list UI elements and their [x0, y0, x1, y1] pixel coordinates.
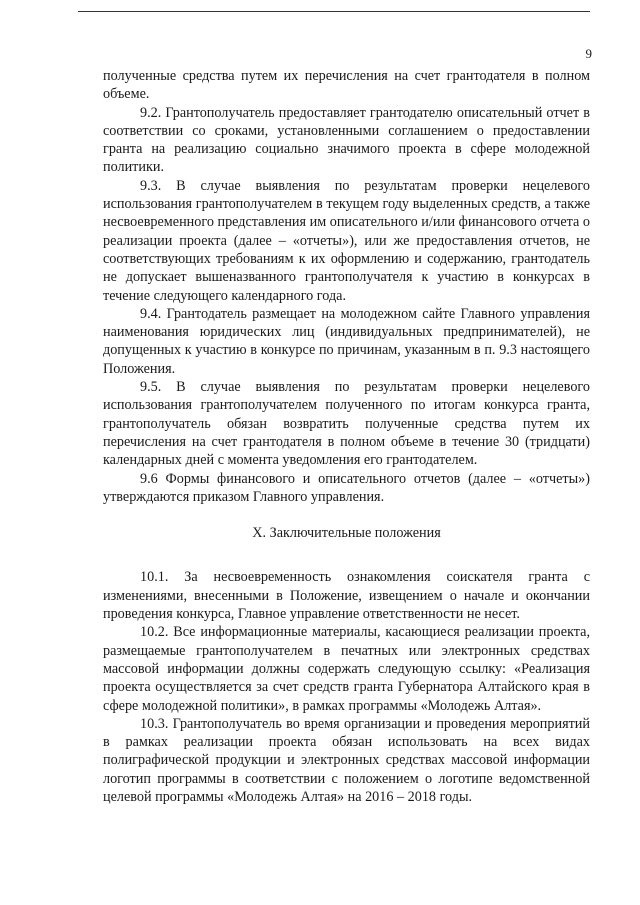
paragraph-10-2: 10.2. Все информационные материалы, касающиеся реализации проекта, размещаемые грантополучателем в печатных или электронных средствах массовой информации должны содержать следующую ссылку: «Реализация проекта осуществляется за счет средств гранта Губернатора Алтайского края в сфере молодежной политики», в рамках программы «Молодежь Алтая».	[103, 624, 590, 714]
top-border-rule	[78, 11, 590, 12]
paragraph-9-6: 9.6 Формы финансового и описательного отчетов (далее – «отчеты») утверждаются приказом Главного управления.	[103, 470, 590, 505]
paragraph-continuation: полученные средства путем их перечисления на счет грантодателя в полном объеме.	[103, 68, 590, 103]
paragraph-10-3: 10.3. Грантополучатель во время организации и проведения мероприятий в рамках реализации проекта обязан использовать на всех видах полиграфической продукции и электронных средствах массовой информации логотип программы в соответствии с положением о логотипе ведомственной целевой программы «Молодежь Алтая» на 2016 – 2018 годы.	[103, 715, 590, 805]
paragraph-9-5: 9.5. В случае выявления по результатам проверки нецелевого использования грантополучателем полученного по итогам конкурса гранта, грантополучатель обязан возвратить полученные средства путем их перечисления на счет грантодателя в полном объеме в течение 30 (тридцати) календарных дней с момента уведомления его грантодателем.	[103, 379, 590, 469]
document-body	[103, 67, 590, 806]
page-number: 9	[585, 46, 592, 61]
paragraph-9-3: 9.3. В случае выявления по результатам проверки нецелевого использования грантополучателем в текущем году выделенных средств, а также несвоевременного представления им описательного и/или финансового отчета о реализации проекта (далее – «отчеты»), или же предоставления отчетов, не соответствующих требованиям к их оформлению и содержанию, грантодатель не допускает вышеназванного грантополучателя к участию в конкурсах в течение следующего календарного года.	[103, 177, 590, 304]
paragraph-10-1: 10.1. За несвоевременность ознакомления соискателя гранта с изменениями, внесенными в Положение, извещением о начале и окончании проведения конкурса, Главное управление ответственности не несет.	[103, 569, 590, 623]
section-heading: X. Заключительные положения	[252, 525, 441, 542]
paragraph-9-4: 9.4. Грантодатель размещает на молодежном сайте Главного управления наименования юридических лиц (индивидуальных предпринимателей), не допущенных к участию в конкурсе по причинам, указанным в п. 9.3 настоящего Положения.	[103, 305, 590, 377]
paragraph-9-2: 9.2. Грантополучатель предоставляет грантодателю описательный отчет в соответствии со сроками, установленными соглашением о предоставлении гранта на реализацию социально значимого проекта в сфере молодежной политики.	[103, 104, 590, 176]
